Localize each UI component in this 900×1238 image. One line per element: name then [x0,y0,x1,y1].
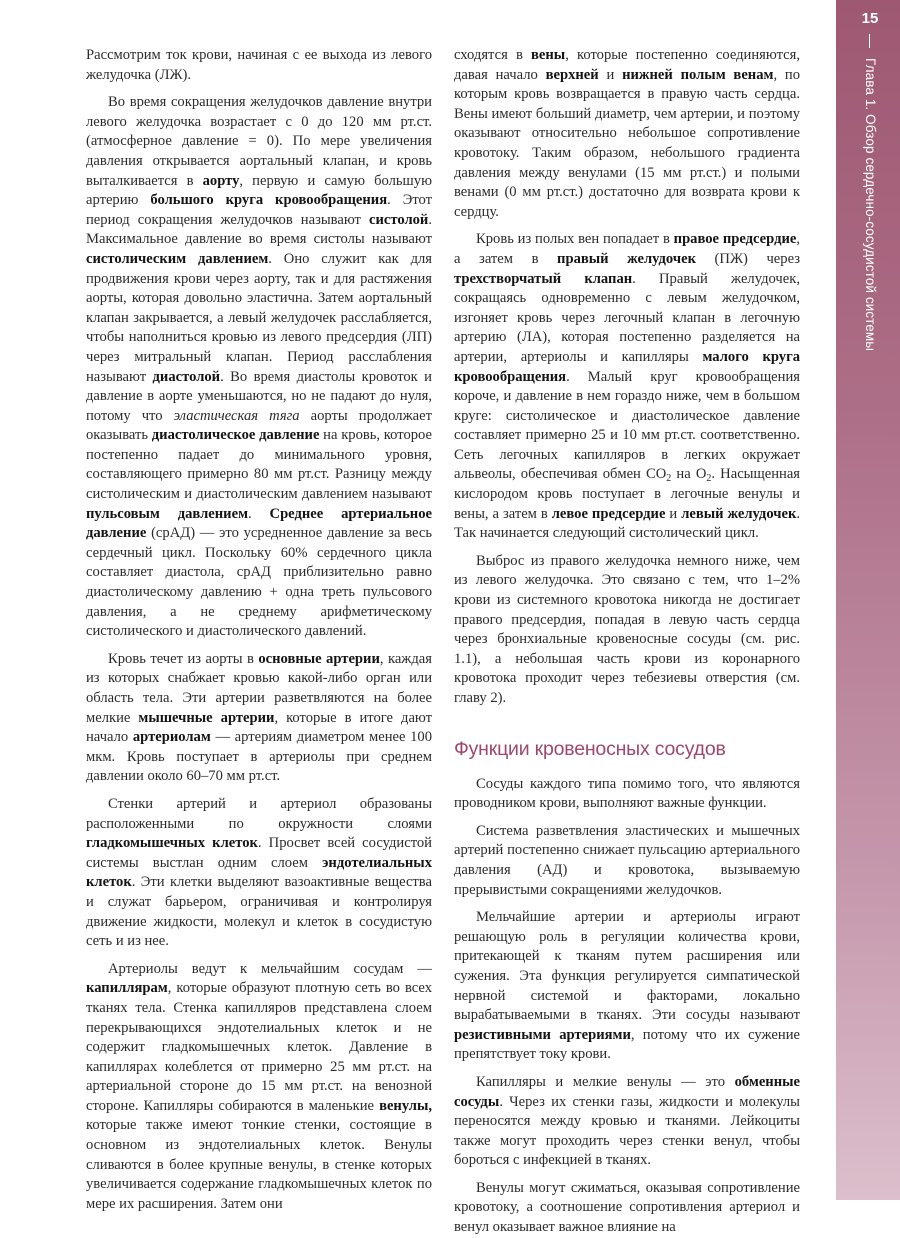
paragraph-8: Выброс из правого желудочка немного ниже, чем из левого желудочка. Это связано с тем, что 1–2% крови из системного кровотока никогда не достигает правого предсердия, попадая в левую часть сердца через бронхиальные кровеносные сосуды (см. рис. 1.1), а небольшая часть крови из коронарного кровотока проходит через тебезиевы отверстия (см. главу 2). [454,552,800,706]
paragraph-10: Система разветвления эластических и мышечных артерий постепенно снижает пульсацию артериального давления (АД) и кровотока, вызываемую прерывистыми сокращениями желудочков. [454,822,800,898]
paragraph-1: Рассмотрим ток крови, начиная с ее выхода из левого желудочка (ЛЖ). [86,47,432,83]
paragraph-5: Артериолы ведут к мельчайшим сосудам — капиллярам, которые образуют плотную сеть во всех тканях тела. Стенка капилляров представлена слоем перекрывающихся эндотелиальных клеток и не содержит гладкомышечных клеток. Давление в капиллярах колеблется от примерно 25 мм рт.ст. на артериальной стороне до 15 мм рт.ст. на венозной стороне. Капилляры собираются в маленькие венулы, которые также имеют тонкие стенки, состоящие в основном из эндотелиальных клеток. Венулы сливаются в более крупные венулы, в стенке которых увеличивается содержание гладкомышечных клеток по мере их расширения. Затем они [86,960,432,1212]
paragraph-13: Венулы могут сжиматься, оказывая сопротивление кровотоку, а соотношение сопротивления артериол и венул оказывает важное влияние на [454,1179,800,1236]
paragraph-7: Кровь из полых вен попадает в правое предсердие, а затем в правый желудочек (ПЖ) через трехстворчатый клапан. Правый желудочек, сокращаясь одновременно с левым желудочком, изгоняет кровь через легочный клапан в легочную артерию (ЛА), которая постепенно разделяется на артерии, артериолы и капилляры малого круга кровообращения. Малый круг кровообращения короче, и давление в нем гораздо ниже, чем в большом круге: систолическое и диастолическое давление составляет примерно 25 и 10 мм рт.ст. соответственно. Сеть легочных капилляров в легких окружает альвеолы, обеспечивая обмен $CO_2$ на $O_2$. Насыщенная кислородом кровь поступает в легочные венулы и вены, а затем в левое предсердие и левый желудочек. Так начинается следующий систолический цикл. [454,231,801,542]
chapter-title: Глава 1. Обзор сердечно-сосудистой системы [863,58,878,352]
paragraph-12: Капилляры и мелкие венулы — это обменные сосуды. Через их стенки газы, жидкости и молекулы переносятся между кровью и тканями. Лейкоциты также могут проходить через стенки венул, чтобы бороться с инфекцией в тканях. [454,1073,800,1169]
right-column [454,46,800,1238]
paragraph-2: Во время сокращения желудочков давление внутри левого желудочка возрастает с 0 до 120 мм рт.ст. (атмосферное давление = 0). По мере увеличения давления открывается аортальный клапан, и кровь выталкивается в аорту, первую и самую большую артерию большого круга кровообращения. Этот период сокращения желудочков называют систолой. Максимальное давление во время систолы называют систолическим давлением. Оно служит как для продвижения крови через аорту, так и для растяжения аорты, которая довольно эластична. Затем аортальный клапан закрывается, а левый желудочек расслабляется, чтобы наполниться кровью из левого предсердия (ЛП) через митральный клапан. Период расслабления называют диастолой. Во время диастолы кровоток и давление в аорте уменьшаются, но не падают до нуля, потому что эластическая тяга аорты продолжает оказывать диастолическое давление на кровь, которое постепенно падает до минимального уровня, составляющего примерно 80 мм рт.ст. Разницу между систолическим и диастолическим давлением называют пульсовым давлением. Среднее артериальное давление (срАД) — это усредненное давление за весь сердечный цикл. Поскольку 60% сердечного цикла составляет диастола, срАД приблизительно равно диастолическому давлению + одна треть пульсового давления, а не среднему арифметическому систолического и диастолического давлений. [86,94,433,640]
section-heading: Функции кровеносных сосудов [454,737,726,760]
page-number: 15 [861,10,879,27]
paragraph-11: Мельчайшие артерии и артериолы играют решающую роль в регуляции количества крови, притекающей к тканям путем расширения или сужения. Эта функция регулируется симпатической нервной системой и факторами, локально вырабатываемыми в тканях. Эти сосуды называют резистивными артериями, потому что их сужение препятствует току крови. [454,909,800,1063]
paragraph-9: Сосуды каждого типа помимо того, что являются проводником крови, выполняют важные функции. [454,775,800,812]
paragraph-4: Стенки артерий и артериол образованы расположенными по окружности слоями гладкомышечных клеток. Просвет всей сосудистой системы выстлан одним слоем эндотелиальных клеток. Эти клетки выделяют вазоактивные вещества и служат барьером, ограничивая и контролируя движение жидкости, молекул и клеток в сосудистую сеть и из нее. [86,795,432,950]
paragraph-6: сходятся в вены, которые постепенно соединяются, давая начало верхней и нижней полым венам, по которым кровь возвращается в правую часть сердца. Вены имеют больший диаметр, чем артерии, и поэтому оказывают относительно небольшое сопротивление кровотоку. Таким образом, небольшого градиента давления между венулами (15 мм рт.ст.) и полыми венами (0 мм рт.ст.) достаточно для возврата крови к сердцу. [454,47,801,220]
paragraph-3: Кровь течет из аорты в основные артерии, каждая из которых снабжает кровью какой-либо орган или область тела. Эти артерии разветвляются на более мелкие мышечные артерии, которые в итоге дают начало артериолам — артериям диаметром менее 100 мкм. Кровь поступает в артериолы при среднем давлении около 60–70 мм рт.ст. [86,650,433,785]
left-column [86,46,432,1214]
page-number-rule [869,34,870,48]
chapter-sidebar [836,0,900,1200]
